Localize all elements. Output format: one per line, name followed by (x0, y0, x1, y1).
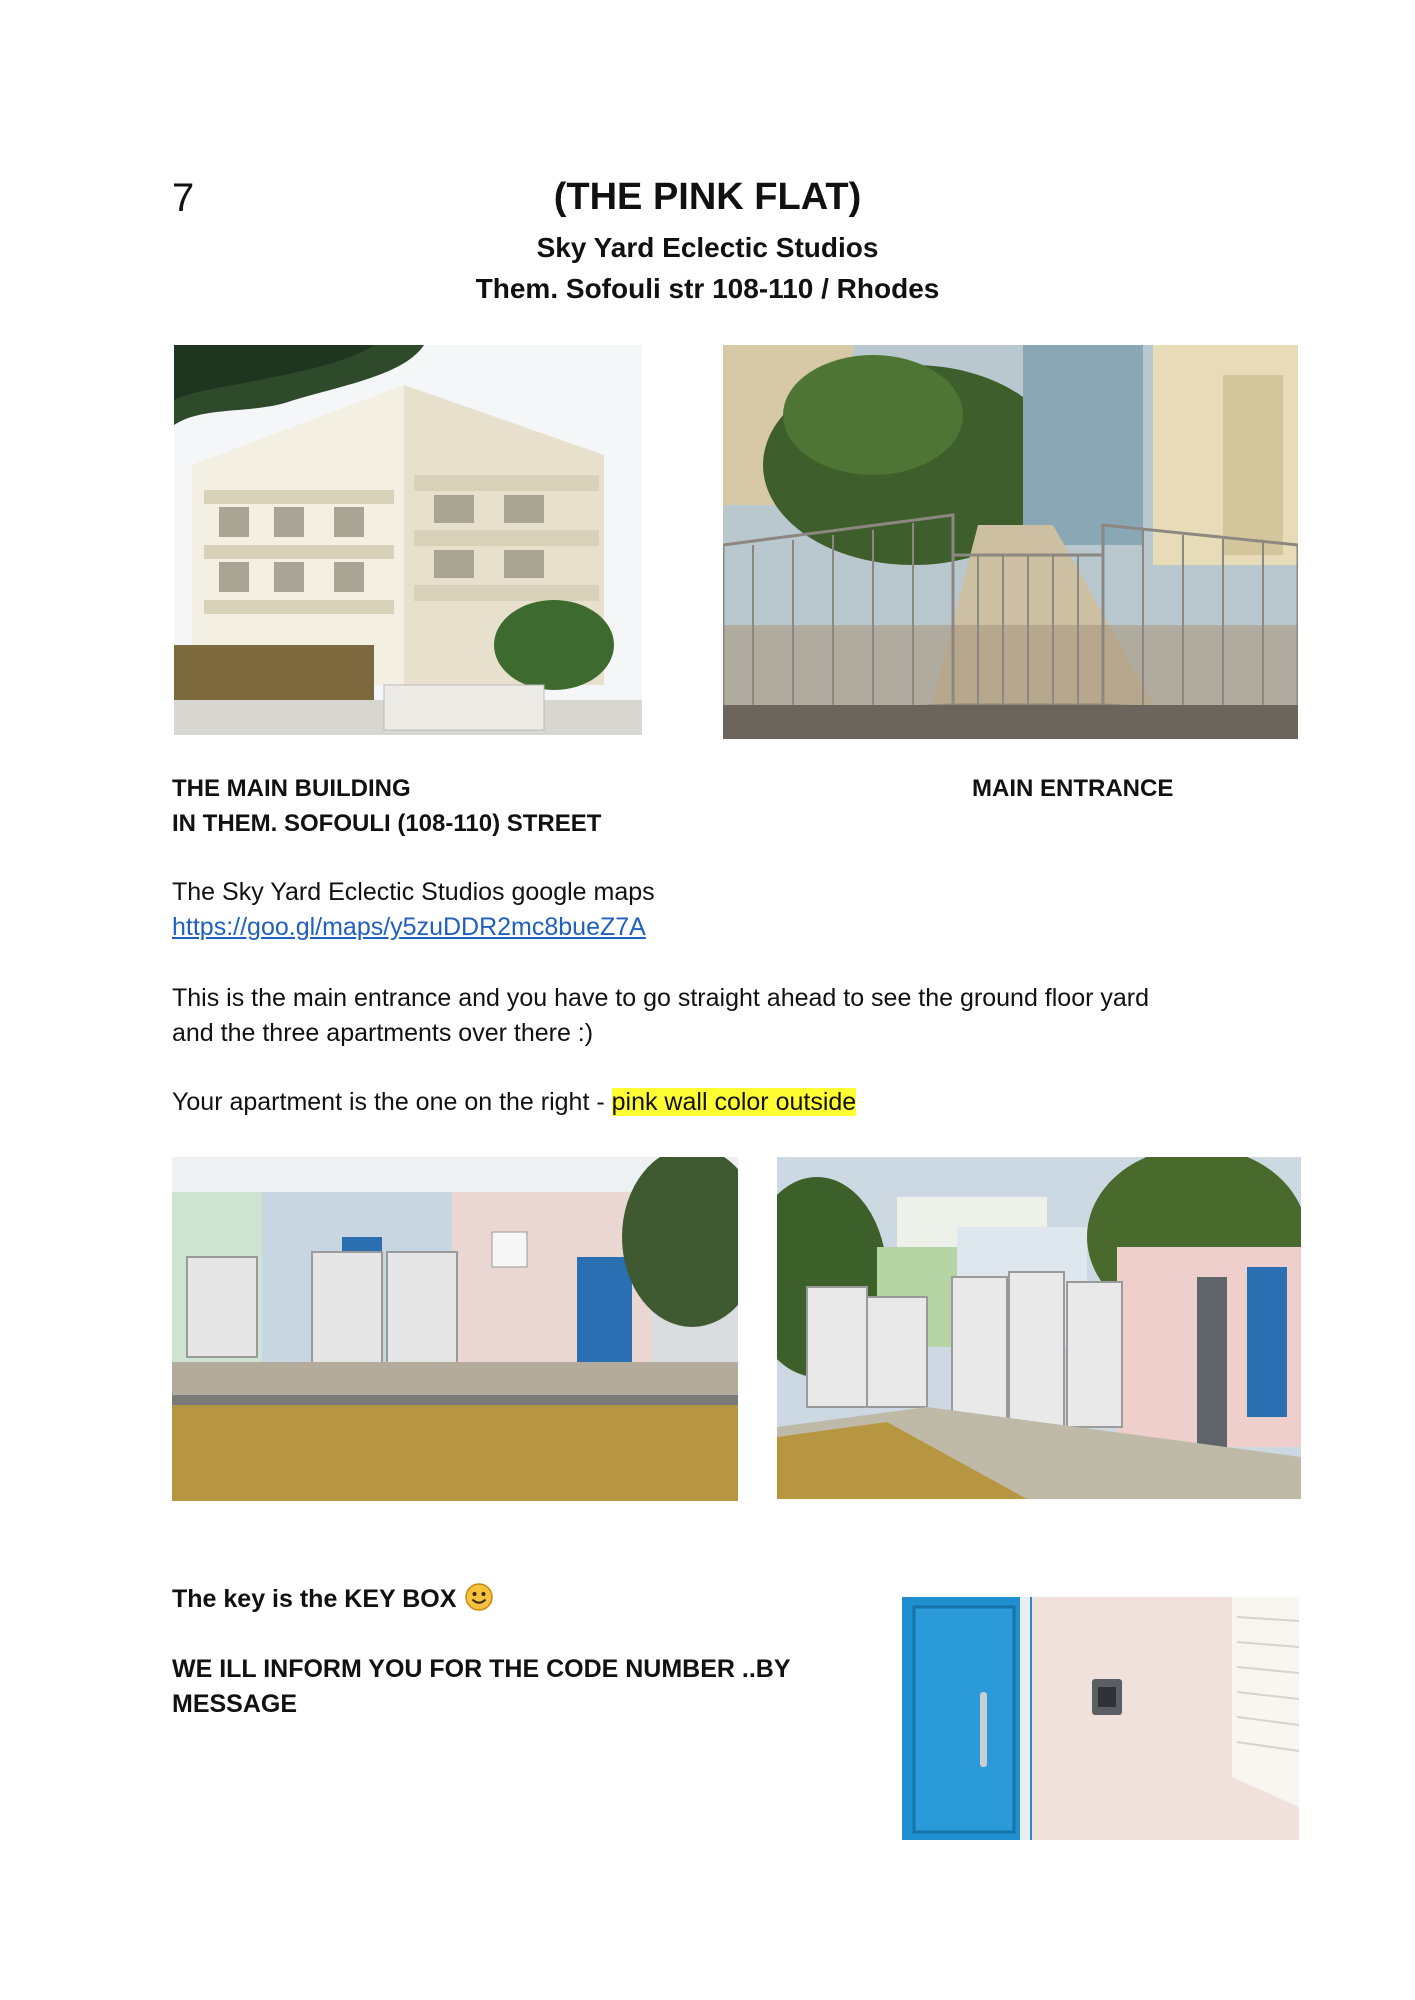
yard-photo-right (777, 1157, 1301, 1499)
google-maps-link[interactable]: https://goo.gl/maps/y5zuDDR2mc8bueZ7A (172, 913, 646, 941)
key-box-photo (902, 1597, 1299, 1840)
yard-photo-left (172, 1157, 738, 1501)
page-number: 7 (172, 176, 195, 220)
smiley-face-icon (464, 1582, 494, 1622)
page-title: (THE PINK FLAT) (553, 176, 862, 218)
key-box-label: The key is the KEY BOX (172, 1582, 494, 1622)
apartment-note: Your apartment is the one on the right - pink wall color outside (172, 1088, 857, 1116)
address: Them. Sofouli str 108-110 / Rhodes (475, 273, 940, 304)
page-subtitle: Sky Yard Eclectic Studios (536, 232, 879, 263)
code-message-note: WE ILL INFORM YOU FOR THE CODE NUMBER ..BY MESSAGE (172, 1655, 791, 1718)
main-entrance-caption: MAIN ENTRANCE (972, 775, 1174, 802)
directions-text: This is the main entrance and you have to go straight ahead to see the ground floor yard and the three apartments over there :) (172, 984, 1150, 1047)
main-entrance-photo (723, 345, 1298, 739)
maps-label: The Sky Yard Eclectic Studios google maps (172, 878, 655, 906)
main-building-caption: THE MAIN BUILDING IN THEM. SOFOULI (108-110) STREET (172, 775, 602, 837)
main-building-photo (174, 345, 642, 735)
pink-wall-highlight: pink wall color outside (611, 1088, 857, 1116)
